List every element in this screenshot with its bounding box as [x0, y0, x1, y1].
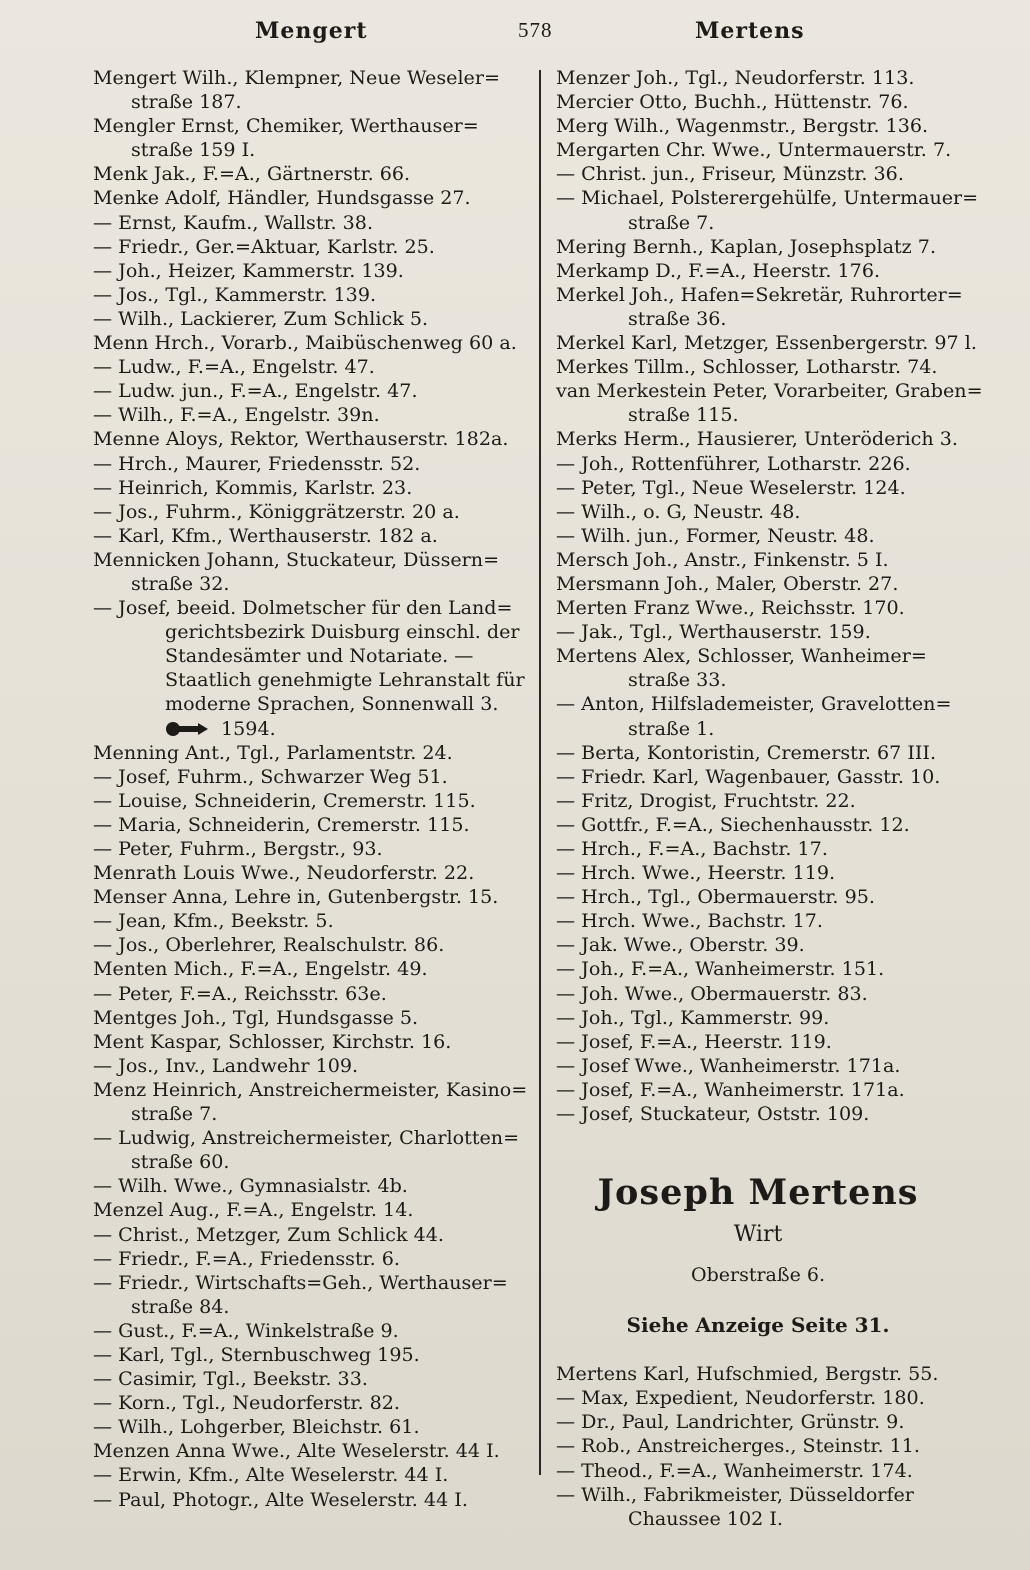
entry-line: — Peter, F.=A., Reichsstr. 63e.: [93, 981, 387, 1005]
entry-line: — Heinrich, Kommis, Karlstr. 23.: [93, 475, 413, 499]
entry-line: Merkes Tillm., Schlosser, Lotharstr. 74.: [556, 355, 938, 379]
telephone-number: 1594.: [221, 716, 276, 740]
entry-line: — Wilh., F.=A., Engelstr. 39n.: [93, 403, 380, 427]
ad-address: Oberstraße 6.: [691, 1264, 825, 1287]
page-number: 578: [518, 18, 553, 42]
ad-name: Joseph Mertens: [597, 1172, 919, 1214]
entry-line: Mengert Wilh., Klempner, Neue Weseler=: [93, 66, 500, 89]
entry-line: Mercier Otto, Buchh., Hüttenstr. 76.: [556, 90, 909, 114]
entry-line: — Louise, Schneiderin, Cremerstr. 115.: [93, 788, 476, 812]
entry-line: straße 60.: [131, 1150, 230, 1174]
entry-line: — Joh., F.=A., Wanheimerstr. 151.: [556, 957, 885, 981]
entry-line: van Merkestein Peter, Vorarbeiter, Graben=: [556, 379, 983, 403]
entry-line: moderne Sprachen, Sonnenwall 3.: [165, 692, 499, 716]
entry-line: Mennicken Johann, Stuckateur, Düssern=: [93, 547, 500, 571]
entry-line: — Berta, Kontoristin, Cremerstr. 67 III.: [556, 740, 937, 764]
entry-line: — Dr., Paul, Landrichter, Grünstr. 9.: [556, 1410, 905, 1434]
entry-line: — Joh. Wwe., Obermauerstr. 83.: [556, 981, 868, 1005]
entry-line: — Gust., F.=A., Winkelstraße 9.: [93, 1318, 399, 1342]
entry-line: — Wilh. jun., Former, Neustr. 48.: [556, 523, 875, 547]
entry-line: — Hrch. Wwe., Bachstr. 17.: [556, 909, 823, 933]
entry-line: straße 159 I.: [131, 138, 256, 162]
entries-after-ad: [556, 1362, 966, 1531]
entry-line: — Paul, Photogr., Alte Weselerstr. 44 I.: [93, 1487, 468, 1511]
ad-occupation: Wirt: [733, 1222, 783, 1248]
entry-line: — Korn., Tgl., Neudorferstr. 82.: [93, 1391, 400, 1415]
entry-line: Mengler Ernst, Chemiker, Werthauser=: [93, 114, 479, 138]
entry-line: straße 36.: [628, 306, 727, 330]
entry-line: — Josef, F.=A., Heerstr. 119.: [556, 1029, 832, 1053]
entry-line: — Jean, Kfm., Beekstr. 5.: [93, 909, 334, 933]
entry-line: Menke Adolf, Händler, Hundsgasse 27.: [93, 186, 471, 210]
entry-line: — Jos., Fuhrm., Königgrätzerstr. 20 a.: [93, 499, 460, 523]
entry-line: straße 7.: [131, 1102, 218, 1126]
entry-line: — Ludw. jun., F.=A., Engelstr. 47.: [93, 379, 418, 403]
entry-line: — Joh., Heizer, Kammerstr. 139.: [93, 258, 404, 282]
entry-line: — Jos., Inv., Landwehr 109.: [93, 1053, 359, 1077]
entry-line: Menzen Anna Wwe., Alte Weselerstr. 44 I.: [93, 1439, 500, 1463]
entry-line: — Jak. Wwe., Oberstr. 39.: [556, 933, 805, 957]
entry-line: — Christ., Metzger, Zum Schlick 44.: [93, 1222, 444, 1246]
entry-line: Mertens Alex, Schlosser, Wanheimer=: [556, 644, 927, 668]
entry-line: — Josef Wwe., Wanheimerstr. 171a.: [556, 1053, 901, 1077]
right-column: [556, 66, 983, 1531]
entry-line: — Maria, Schneiderin, Cremerstr. 115.: [93, 812, 470, 836]
entry-line: — Ludw., F.=A., Engelstr. 47.: [93, 355, 375, 379]
entry-line: Menzer Joh., Tgl., Neudorferstr. 113.: [556, 66, 915, 89]
telephone-line: [93, 717, 523, 741]
entry-line: Menn Hrch., Vorarb., Maibüschenweg 60 a.: [93, 331, 517, 355]
entry-line: — Friedr., Wirtschafts=Geh., Werthauser=: [93, 1270, 508, 1294]
entry-line: — Wilh. Wwe., Gymnasialstr. 4b.: [93, 1174, 408, 1198]
entry-line: straße 187.: [131, 90, 242, 114]
entry-line: straße 33.: [628, 668, 727, 692]
entry-line: — Karl, Tgl., Sternbuschweg 195.: [93, 1342, 420, 1366]
entry-line: Chaussee 102 I.: [628, 1506, 783, 1530]
entry-line: Mering Bernh., Kaplan, Josephsplatz 7.: [556, 234, 937, 258]
entry-line: straße 84.: [131, 1294, 230, 1318]
entry-line: Menk Jak., F.=A., Gärtnerstr. 66.: [93, 162, 411, 186]
entry-line: Mertens Karl, Hufschmied, Bergstr. 55.: [556, 1362, 939, 1386]
left-column: [93, 66, 528, 1512]
entry-line: — Hrch. Wwe., Heerstr. 119.: [556, 861, 836, 885]
entry-line: Menz Heinrich, Anstreichermeister, Kasino=: [93, 1077, 528, 1101]
entry-line: — Peter, Fuhrm., Bergstr., 93.: [93, 837, 383, 860]
entry-line: Staatlich genehmigte Lehranstalt für: [165, 668, 525, 692]
entry-line: — Jos., Tgl., Kammerstr. 139.: [93, 282, 377, 306]
running-head-right: Mertens: [695, 18, 805, 44]
running-head-left: Mengert: [255, 18, 368, 44]
entry-line: — Max, Expedient, Neudorferstr. 180.: [556, 1386, 925, 1410]
entry-line: — Wilh., Lackierer, Zum Schlick 5.: [93, 306, 429, 330]
entry-line: — Rob., Anstreicherges., Steinstr. 11.: [556, 1434, 920, 1458]
entry-line: Mentges Joh., Tgl, Hundsgasse 5.: [93, 1005, 419, 1029]
advertisement-box: [548, 1170, 968, 1340]
entry-line: — Peter, Tgl., Neue Weselerstr. 124.: [556, 475, 906, 499]
entry-line: — Josef, F.=A., Wanheimerstr. 171a.: [556, 1077, 905, 1101]
entry-line: — Joh., Tgl., Kammerstr. 99.: [556, 1005, 830, 1029]
entry-line: — Joh., Rottenführer, Lotharstr. 226.: [556, 451, 911, 475]
entry-line: — Casimir, Tgl., Beekstr. 33.: [93, 1367, 368, 1391]
entry-line: Menrath Louis Wwe., Neudorferstr. 22.: [93, 861, 475, 885]
column-divider: [539, 70, 541, 1475]
entry-line: — Erwin, Kfm., Alte Weselerstr. 44 I.: [93, 1463, 449, 1487]
entry-line: — Josef, beeid. Dolmetscher für den Land=: [93, 596, 513, 620]
entry-line: — Josef, Stuckateur, Oststr. 109.: [556, 1102, 870, 1126]
entry-line: Merkamp D., F.=A., Heerstr. 176.: [556, 258, 881, 282]
entry-line: — Josef, Fuhrm., Schwarzer Weg 51.: [93, 764, 448, 788]
entry-line: Merkel Karl, Metzger, Essenbergerstr. 97 l.: [556, 331, 977, 355]
entry-line: — Jak., Tgl., Werthauserstr. 159.: [556, 620, 871, 644]
entry-line: — Theod., F.=A., Wanheimerstr. 174.: [556, 1458, 913, 1482]
entry-line: Menser Anna, Lehre in, Gutenbergstr. 15.: [93, 885, 499, 909]
entry-line: Mergarten Chr. Wwe., Untermauerstr. 7.: [556, 138, 952, 162]
telephone-icon: [165, 724, 209, 735]
entry-line: — Gottfr., F.=A., Siechenhausstr. 12.: [556, 812, 910, 836]
entry-line: Menten Mich., F.=A., Engelstr. 49.: [93, 957, 428, 981]
entry-line: Merten Franz Wwe., Reichsstr. 170.: [556, 596, 905, 620]
entry-line: — Jos., Oberlehrer, Realschulstr. 86.: [93, 933, 445, 957]
entry-line: — Ernst, Kaufm., Wallstr. 38.: [93, 210, 374, 234]
entry-line: — Friedr., F.=A., Friedensstr. 6.: [93, 1246, 400, 1270]
entry-line: Standesämter und Notariate. —: [165, 644, 474, 668]
entry-line: — Hrch., F.=A., Bachstr. 17.: [556, 837, 828, 860]
entry-line: Merkel Joh., Hafen=Sekretär, Ruhrorter=: [556, 282, 963, 306]
entry-line: — Christ. jun., Friseur, Münzstr. 36.: [556, 162, 904, 186]
entry-line: Ment Kaspar, Schlosser, Kirchstr. 16.: [93, 1029, 452, 1053]
entry-line: Merg Wilh., Wagenmstr., Bergstr. 136.: [556, 114, 929, 138]
ad-reference: Siehe Anzeige Seite 31.: [626, 1313, 890, 1338]
entry-line: gerichtsbezirk Duisburg einschl. der: [165, 620, 520, 644]
entry-line: — Michael, Polsterergehülfe, Untermauer=: [556, 186, 979, 210]
entry-line: straße 115.: [628, 403, 739, 427]
entry-line: Menne Aloys, Rektor, Werthauserstr. 182a.: [93, 427, 509, 451]
entry-line: — Wilh., o. G, Neustr. 48.: [556, 499, 801, 523]
entry-line: — Anton, Hilfslademeister, Gravelotten=: [556, 692, 952, 716]
entry-line: — Friedr., Ger.=Aktuar, Karlstr. 25.: [93, 234, 435, 258]
entry-line: straße 32.: [131, 571, 230, 595]
entry-line: straße 7.: [628, 210, 715, 234]
entry-line: — Wilh., Lohgerber, Bleichstr. 61.: [93, 1415, 420, 1439]
entry-line: — Friedr. Karl, Wagenbauer, Gasstr. 10.: [556, 764, 941, 788]
entry-line: — Ludwig, Anstreichermeister, Charlotten=: [93, 1126, 520, 1150]
entry-line: straße 1.: [628, 716, 715, 740]
entry-line: Menzel Aug., F.=A., Engelstr. 14.: [93, 1198, 414, 1222]
entry-line: — Karl, Kfm., Werthauserstr. 182 a.: [93, 523, 438, 547]
entry-line: Mersch Joh., Anstr., Finkenstr. 5 I.: [556, 547, 889, 571]
entry-line: — Hrch., Tgl., Obermauerstr. 95.: [556, 885, 875, 909]
entry-line: — Hrch., Maurer, Friedensstr. 52.: [93, 451, 421, 475]
entry-line: Merks Herm., Hausierer, Unteröderich 3.: [556, 427, 958, 451]
entry-line: — Fritz, Drogist, Fruchtstr. 22.: [556, 788, 856, 812]
entry-line: Menning Ant., Tgl., Parlamentstr. 24.: [93, 740, 453, 764]
entry-line: Mersmann Joh., Maler, Oberstr. 27.: [556, 571, 899, 595]
entry-line: — Wilh., Fabrikmeister, Düsseldorfer: [556, 1482, 914, 1506]
